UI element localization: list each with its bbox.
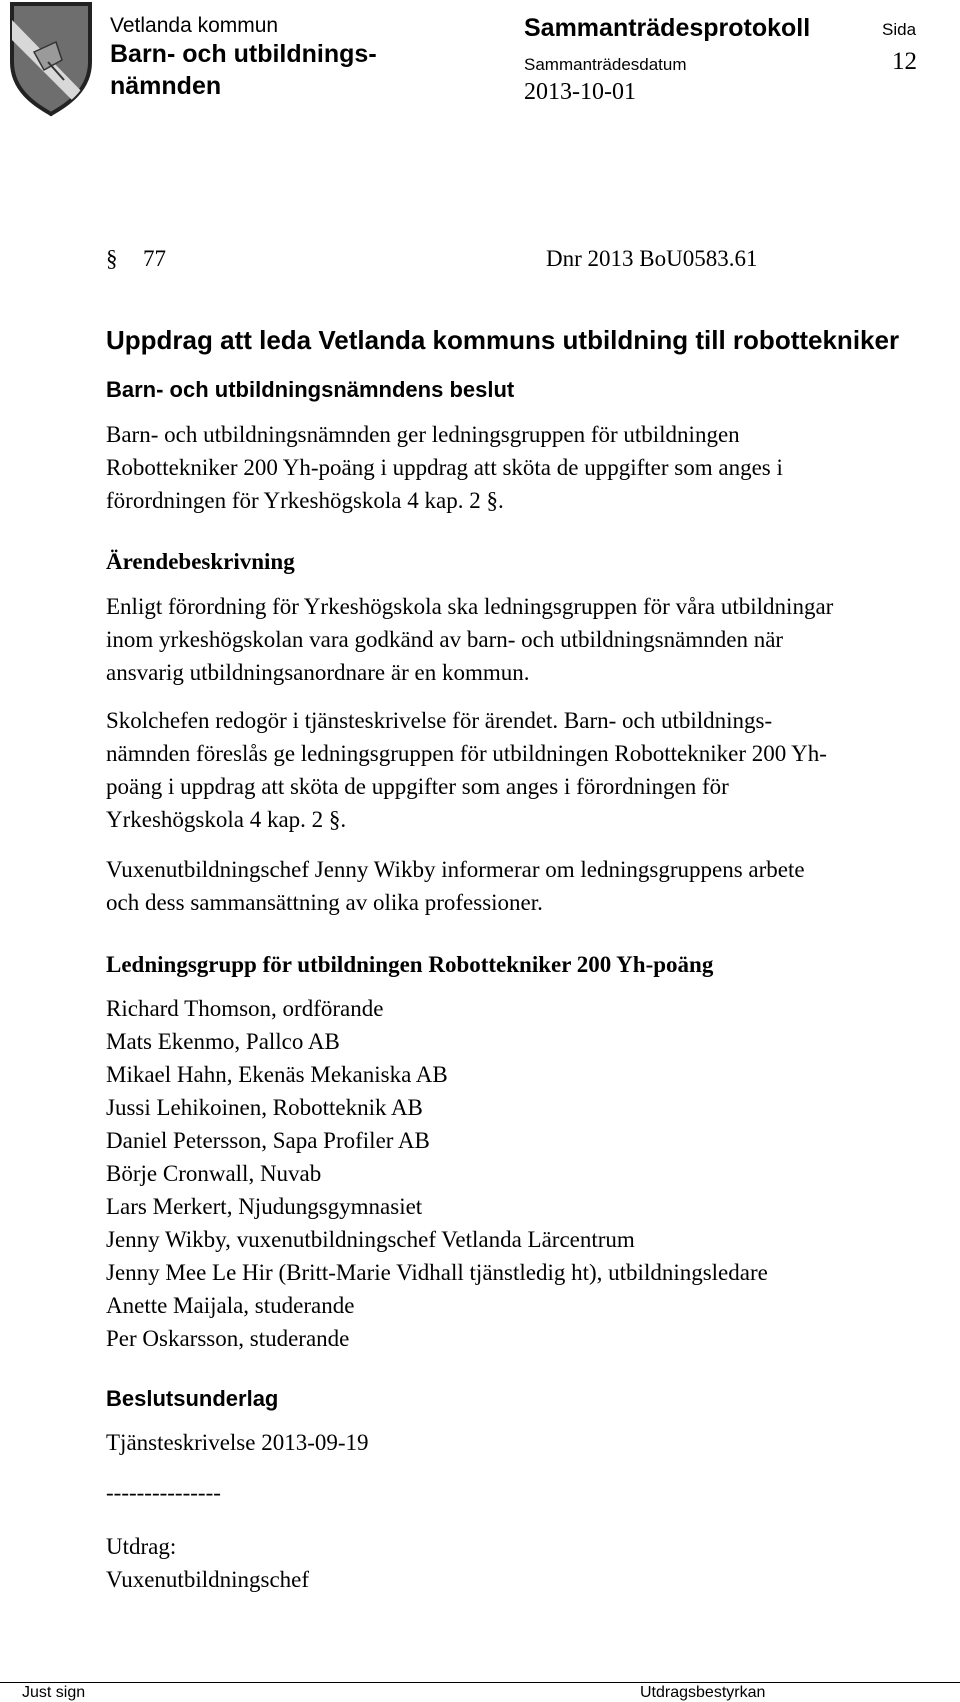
description-line: Skolchefen redogör i tjänsteskrivelse för ärendet. Barn- och utbildnings- [106,708,773,733]
document-title: Sammanträdesprotokoll [524,14,811,42]
decision-line: Barn- och utbildningsnämnden ger ledningsgruppen för utbildningen [106,422,740,447]
case-number: Dnr 2013 BoU0583.61 [546,246,758,271]
decision-line: Robottekniker 200 Yh-poäng i uppdrag att sköta de uppgifter som anges i [106,455,783,480]
section-title: Uppdrag att leda Vetlanda kommuns utbildning till robottekniker [106,325,900,355]
footer-signature-label: Just sign [22,1684,86,1701]
group-member: Richard Thomson, ordförande [106,996,384,1021]
extract-label: Utdrag: [106,1534,177,1559]
group-member: Börje Cronwall, Nuvab [106,1161,322,1186]
group-heading: Ledningsgrupp för utbildningen Robottekniker 200 Yh-poäng [106,952,714,977]
page-number: 12 [892,48,917,75]
section-number: 77 [143,246,166,271]
section-marker [106,246,166,272]
description-line: nämnden föreslås ge ledningsgruppen för utbildningen Robottekniker 200 Yh- [106,741,827,766]
group-member: Jussi Lehikoinen, Robotteknik AB [106,1095,423,1120]
separator-line: --------------- [106,1480,221,1505]
department-name-line1: Barn- och utbildnings- [110,40,377,68]
extract-recipient: Vuxenutbildningschef [106,1567,310,1592]
description-line: poäng i uppdrag att sköta de uppgifter som anges i förordningen för [106,774,729,799]
description-line: och dess sammansättning av olika professioner. [106,890,543,915]
coat-of-arms-icon [4,0,96,118]
description-heading: Ärendebeskrivning [106,549,295,574]
description-line: ansvarig utbildningsanordnare är en kommun. [106,660,530,685]
municipality-name: Vetlanda kommun [110,14,279,37]
group-member: Jenny Wikby, vuxenutbildningschef Vetlanda Lärcentrum [106,1227,635,1252]
decision-heading: Barn- och utbildningsnämndens beslut [106,377,515,402]
footer-certification-label: Utdragsbestyrkan [640,1684,766,1701]
meeting-date-label: Sammanträdesdatum [524,55,687,74]
meeting-date: 2013-10-01 [524,79,636,105]
paragraph-mark: § [106,246,118,271]
decision-line: förordningen för Yrkeshögskola 4 kap. 2 §. [106,488,504,513]
description-line: Yrkeshögskola 4 kap. 2 §. [106,807,347,832]
basis-heading: Beslutsunderlag [106,1386,279,1411]
description-line: inom yrkeshögskolan vara godkänd av barn- och utbildningsnämnden när [106,627,784,652]
department-name-line2: nämnden [110,72,222,100]
group-member: Daniel Petersson, Sapa Profiler AB [106,1128,430,1153]
description-line: Enligt förordning för Yrkeshögskola ska ledningsgruppen för våra utbildningar [106,594,834,619]
page-label: Sida [882,20,917,39]
footer-rule [0,1682,960,1683]
group-member: Anette Maijala, studerande [106,1293,355,1318]
basis-item: Tjänsteskrivelse 2013-09-19 [106,1430,369,1455]
description-line: Vuxenutbildningschef Jenny Wikby informerar om ledningsgruppens arbete [106,857,805,882]
group-member: Jenny Mee Le Hir (Britt-Marie Vidhall tjänstledig ht), utbildningsledare [106,1260,768,1285]
group-member: Lars Merkert, Njudungsgymnasiet [106,1194,423,1219]
group-member: Mikael Hahn, Ekenäs Mekaniska AB [106,1062,448,1087]
group-member: Per Oskarsson, studerande [106,1326,350,1351]
group-member: Mats Ekenmo, Pallco AB [106,1029,340,1054]
